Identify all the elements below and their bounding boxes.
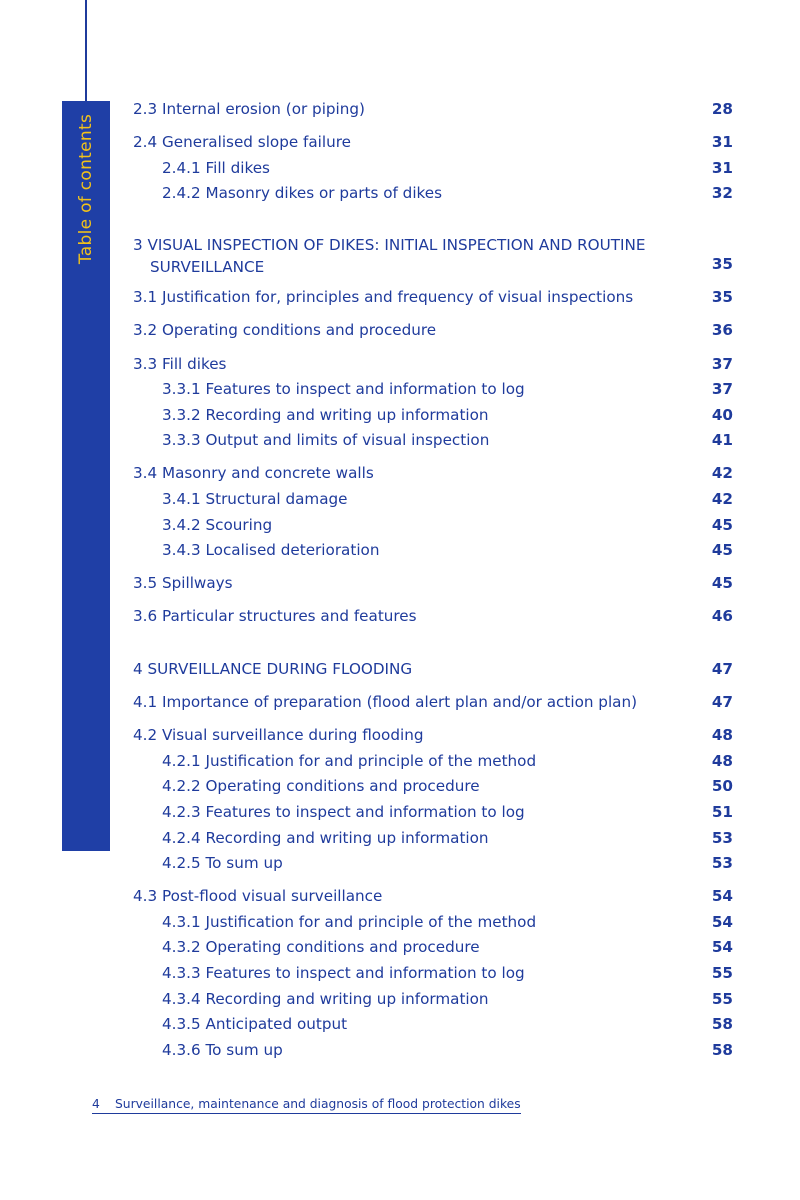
toc-subentry[interactable] [133,156,733,182]
toc-entry-title: 3.1 Justification for, principles and frequency of visual inspections [133,288,634,307]
toc-subentry[interactable] [133,377,733,403]
toc-entry-title: 4.2.1 Justification for and principle of the method [162,751,537,770]
toc-entry-page: 54 [711,912,733,931]
toc-chapter-title [133,234,703,278]
toc-entry-page: 37 [711,354,733,373]
toc-subentry[interactable] [133,910,733,936]
toc-entry-title: 2.4.1 Fill dikes [162,158,270,177]
toc-subentry[interactable] [133,826,733,852]
toc-entry-page: 35 [711,255,733,274]
toc-entry-title: 4.2.2 Operating conditions and procedure [162,777,480,796]
table-of-contents [133,97,733,1063]
toc-entry-page: 45 [711,541,733,560]
toc-entry-page: 36 [711,321,733,340]
toc-subentry[interactable] [133,800,733,826]
toc-entry-title: 3.6 Particular structures and features [133,607,417,626]
toc-entry[interactable] [133,318,733,344]
toc-subentry[interactable] [133,961,733,987]
toc-entry-page: 58 [711,1015,733,1034]
toc-chapter[interactable] [133,657,733,683]
toc-subentry[interactable] [133,749,733,775]
toc-entry[interactable] [133,604,733,630]
toc-entry-page: 50 [711,777,733,796]
toc-subentry[interactable] [133,513,733,539]
toc-subentry[interactable] [133,987,733,1013]
toc-subentry[interactable] [133,538,733,564]
toc-entry-title: 3.3 Fill dikes [133,354,227,373]
toc-entry-title: 4.3.1 Justification for and principle of the method [162,912,537,931]
toc-entry-page: 46 [711,607,733,626]
toc-entry-title: 4.3.4 Recording and writing up information [162,989,489,1008]
toc-entry-page: 37 [711,380,733,399]
toc-entry-page: 42 [711,490,733,509]
toc-entry-title: 4.2.3 Features to inspect and information to log [162,802,525,821]
toc-entry-page: 42 [711,464,733,483]
toc-chapter-title-line2: SURVEILLANCE [150,257,265,276]
toc-entry-page: 54 [711,938,733,957]
toc-entry-page: 31 [711,133,733,152]
toc-chapter-title: 4 SURVEILLANCE DURING FLOODING [133,660,413,678]
toc-subentry[interactable] [133,851,733,877]
toc-entry-page: 47 [711,660,733,678]
toc-entry-page: 55 [711,964,733,983]
toc-entry-page: 47 [711,693,733,712]
footer-book-title: Surveillance, maintenance and diagnosis of flood protection dikes [115,1097,521,1111]
toc-entry-page: 53 [711,854,733,873]
toc-entry-page: 53 [711,828,733,847]
toc-entry[interactable] [133,352,733,378]
toc-entry-title: 3.3.2 Recording and writing up information [162,405,489,424]
toc-entry-page: 55 [711,989,733,1008]
toc-entry-title: 2.4.2 Masonry dikes or parts of dikes [162,184,443,203]
toc-entry-page: 45 [711,574,733,593]
toc-entry-title: 3.2 Operating conditions and procedure [133,321,437,340]
toc-entry-page: 45 [711,515,733,534]
toc-entry-title: 3.4.1 Structural damage [162,490,348,509]
toc-entry-page: 51 [711,802,733,821]
toc-chapter[interactable] [133,234,733,278]
toc-entry-page: 31 [711,158,733,177]
toc-entry-title: 4.2.5 To sum up [162,854,283,873]
toc-entry-page: 35 [711,288,733,307]
toc-subentry[interactable] [133,1038,733,1064]
toc-entry-title: 3.4.3 Localised deterioration [162,541,380,560]
toc-entry-page: 48 [711,751,733,770]
toc-entry-title: 4.3.2 Operating conditions and procedure [162,938,480,957]
toc-entry-title: 4.2.4 Recording and writing up information [162,828,489,847]
toc-entry-title: 3.4.2 Scouring [162,515,273,534]
toc-entry-title: 4.3.6 To sum up [162,1040,283,1059]
toc-entry-title: 2.3 Internal erosion (or piping) [133,100,365,118]
toc-entry-page: 54 [711,887,733,906]
toc-entry-title: 4.1 Importance of preparation (flood alert plan and/or action plan) [133,693,638,712]
toc-subentry[interactable] [133,774,733,800]
toc-entry[interactable] [133,690,733,716]
toc-entry-page: 58 [711,1040,733,1059]
toc-entry-page: 41 [711,431,733,450]
toc-entry-title: 3.3.1 Features to inspect and information to log [162,380,525,399]
toc-chapter-title-line1: 3 VISUAL INSPECTION OF DIKES: INITIAL INSPECTION AND ROUTINE [133,235,646,254]
toc-subentry[interactable] [133,403,733,429]
toc-entry[interactable] [133,723,733,749]
footer-page-number: 4 [92,1097,100,1111]
top-rule [85,0,87,101]
toc-subentry[interactable] [133,487,733,513]
toc-entry[interactable] [133,285,733,311]
toc-entry[interactable] [133,571,733,597]
sidebar-label: Table of contents [76,113,96,265]
toc-subentry[interactable] [133,181,733,207]
toc-entry-title: 4.3 Post-flood visual surveillance [133,887,383,906]
page-footer [92,1097,521,1114]
toc-subentry[interactable] [133,1012,733,1038]
toc-entry-title: 4.3.5 Anticipated output [162,1015,348,1034]
toc-entry[interactable] [133,884,733,910]
toc-entry-page: 28 [711,100,733,118]
toc-entry-title: 3.5 Spillways [133,574,233,593]
toc-entry-title: 4.2 Visual surveillance during flooding [133,726,424,745]
toc-entry-page: 48 [711,726,733,745]
toc-subentry[interactable] [133,428,733,454]
toc-entry-title: 4.3.3 Features to inspect and information to log [162,964,525,983]
toc-entry-title: 3.4 Masonry and concrete walls [133,464,374,483]
toc-entry-page: 32 [711,184,733,203]
toc-entry-title: 3.3.3 Output and limits of visual inspection [162,431,490,450]
toc-entry[interactable] [133,461,733,487]
toc-entry-title: 2.4 Generalised slope failure [133,133,351,152]
toc-entry-page: 40 [711,405,733,424]
toc-entry[interactable] [133,97,733,123]
toc-entry[interactable] [133,130,733,156]
toc-subentry[interactable] [133,935,733,961]
